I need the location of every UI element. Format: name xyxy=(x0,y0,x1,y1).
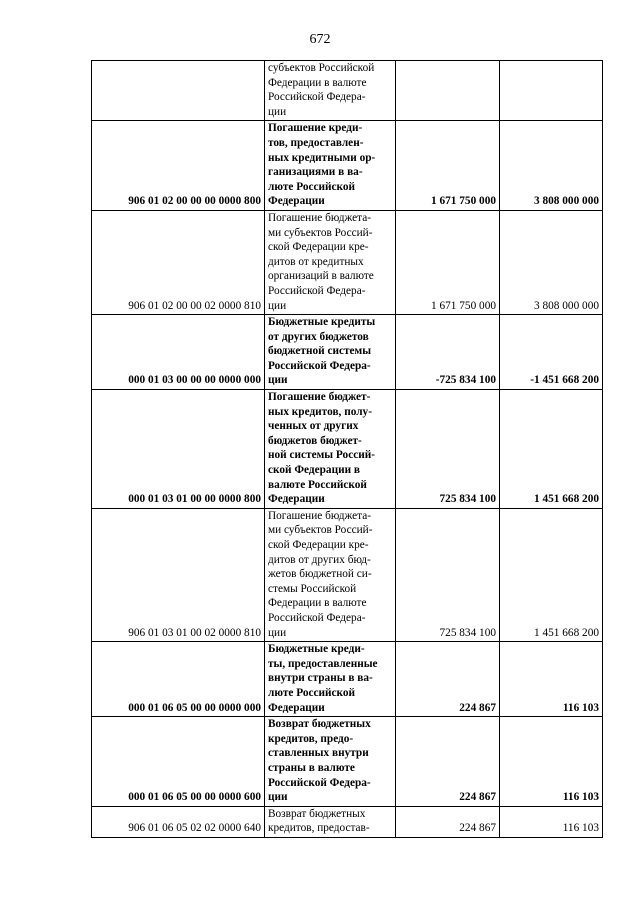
item-name-line: субъектов Российской xyxy=(268,62,375,74)
item-name-line: кредитов, предостав- xyxy=(268,822,370,835)
table-row xyxy=(92,806,603,837)
item-name-line: Погашение бюджет- xyxy=(268,391,371,404)
item-name xyxy=(265,806,396,837)
amount-year-1 xyxy=(396,61,500,121)
table-row xyxy=(92,717,603,807)
budget-classification-code: 906 01 06 05 02 02 0000 640 xyxy=(92,806,265,837)
amount-year-1: 725 834 100 xyxy=(396,508,500,641)
item-name-line: Бюджетные кредиты xyxy=(268,316,376,329)
amount-year-2: 3 808 000 000 xyxy=(500,210,603,314)
item-name-line: Погашение бюджета- xyxy=(268,509,371,522)
item-name-line: ской Федерации кре- xyxy=(268,241,369,254)
item-name-line: тов, предоставлен- xyxy=(268,136,364,149)
item-name-line: кредитов, предо- xyxy=(268,732,354,745)
budget-classification-code: 000 01 03 00 00 00 0000 000 xyxy=(92,315,265,390)
item-name-line: Федерации xyxy=(268,493,325,506)
item-name xyxy=(265,315,396,390)
item-name-line: дитов от кредитных xyxy=(268,255,364,268)
item-name-line: ской Федерации в xyxy=(268,464,361,477)
item-name-line: люте Российской xyxy=(268,686,356,699)
amount-year-1: 224 867 xyxy=(396,642,500,717)
item-name-line: Бюджетные креди- xyxy=(268,643,365,656)
amount-year-1: 224 867 xyxy=(396,806,500,837)
item-name-line: ции xyxy=(268,374,288,387)
amount-year-2: 1 451 668 200 xyxy=(500,508,603,641)
item-name-line: внутри страны в ва- xyxy=(268,672,373,685)
item-name xyxy=(265,508,396,641)
item-name-line: Возврат бюджетных xyxy=(268,807,366,820)
item-name xyxy=(265,121,396,211)
table-row xyxy=(92,390,603,509)
table-row xyxy=(92,210,603,314)
budget-sources-table xyxy=(91,60,603,838)
budget-classification-code xyxy=(92,61,265,121)
item-name-line: ных кредитов, полу- xyxy=(268,405,372,418)
item-name xyxy=(265,210,396,314)
budget-classification-code: 906 01 02 00 00 00 0000 800 xyxy=(92,121,265,211)
item-name-line: дитов от других бюд- xyxy=(268,553,371,566)
item-name-line: Российской Федера- xyxy=(268,776,371,789)
item-name-line: Российской Федера- xyxy=(268,611,366,624)
item-name-line: ции xyxy=(268,105,287,118)
table-row xyxy=(92,315,603,390)
item-name-line: ции xyxy=(268,626,287,639)
item-name-line: ции xyxy=(268,299,287,312)
amount-year-1: -725 834 100 xyxy=(396,315,500,390)
item-name-line: бюджетной системы xyxy=(268,345,372,358)
item-name-line: Погашение бюджета- xyxy=(268,211,371,224)
item-name-line: организаций в валюте xyxy=(268,270,374,283)
budget-classification-code: 906 01 03 01 00 02 0000 810 xyxy=(92,508,265,641)
page-number: 672 xyxy=(309,32,331,47)
amount-year-2: 116 103 xyxy=(500,717,603,807)
item-name-line: ции xyxy=(268,791,288,804)
amount-year-2: 1 451 668 200 xyxy=(500,390,603,509)
item-name-line: Федерации xyxy=(268,195,325,208)
table-row xyxy=(92,642,603,717)
item-name-line: Федерации в валюте xyxy=(268,597,367,610)
item-name-line: Российской Федера- xyxy=(268,284,366,297)
item-name xyxy=(265,642,396,717)
budget-classification-code: 000 01 06 05 00 00 0000 600 xyxy=(92,717,265,807)
item-name-line: ченных от других xyxy=(268,420,359,433)
item-name-line: валюте Российской xyxy=(268,478,367,491)
item-name-line: ных кредитными ор- xyxy=(268,151,376,164)
item-name xyxy=(265,717,396,807)
item-name-line: страны в валюте xyxy=(268,761,355,774)
item-name-line: от других бюджетов xyxy=(268,330,369,343)
item-name-line: люте Российской xyxy=(268,180,356,193)
amount-year-2: 116 103 xyxy=(500,806,603,837)
budget-classification-code: 906 01 02 00 00 02 0000 810 xyxy=(92,210,265,314)
amount-year-1: 1 671 750 000 xyxy=(396,210,500,314)
amount-year-2: 3 808 000 000 xyxy=(500,121,603,211)
table-row xyxy=(92,61,603,121)
table-row xyxy=(92,508,603,641)
amount-year-1: 224 867 xyxy=(396,717,500,807)
item-name-line: Российской Федера- xyxy=(268,91,366,104)
budget-classification-code: 000 01 06 05 00 00 0000 000 xyxy=(92,642,265,717)
item-name xyxy=(265,390,396,509)
item-name-line: ты, предоставленные xyxy=(268,657,378,670)
item-name-line: стемы Российской xyxy=(268,582,357,595)
budget-classification-code: 000 01 03 01 00 00 0000 800 xyxy=(92,390,265,509)
item-name-line: Возврат бюджетных xyxy=(268,718,371,731)
amount-year-1: 1 671 750 000 xyxy=(396,121,500,211)
item-name-line: ной системы Россий- xyxy=(268,449,376,462)
amount-year-2: -1 451 668 200 xyxy=(500,315,603,390)
item-name-line: Федерации в валюте xyxy=(268,76,367,89)
item-name-line: ми субъектов Россий- xyxy=(268,524,373,537)
amount-year-2: 116 103 xyxy=(500,642,603,717)
item-name-line: ской Федерации кре- xyxy=(268,539,369,551)
item-name-line: Погашение креди- xyxy=(268,122,363,135)
amount-year-2 xyxy=(500,61,603,121)
item-name xyxy=(265,61,396,121)
item-name-line: бюджетов бюджет- xyxy=(268,434,362,447)
item-name-line: ганизациями в ва- xyxy=(268,166,363,179)
item-name-line: ми субъектов Россий- xyxy=(268,226,373,239)
table-row xyxy=(92,121,603,211)
item-name-line: Российской Федера- xyxy=(268,359,371,372)
amount-year-1: 725 834 100 xyxy=(396,390,500,509)
table-body xyxy=(92,61,603,838)
item-name-line: Федерации xyxy=(268,701,325,714)
item-name-line: ставленных внутри xyxy=(268,747,369,760)
item-name-line: жетов бюджетной си- xyxy=(268,568,372,581)
